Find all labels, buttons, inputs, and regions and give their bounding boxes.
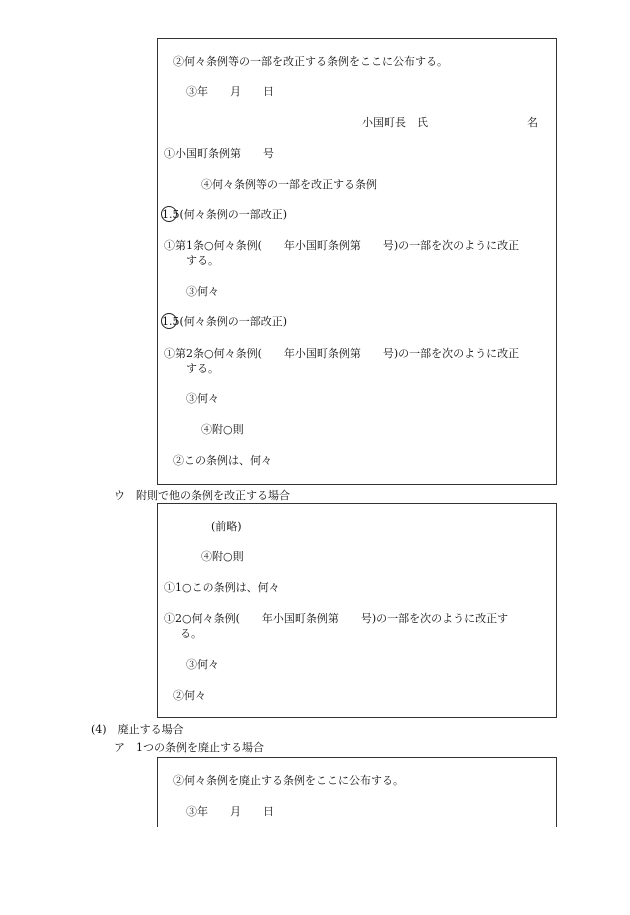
date-line: ③年 月 日: [186, 805, 274, 818]
article-1-body: ③何々: [186, 285, 219, 298]
supplementary-heading: ④附○則: [201, 550, 244, 563]
supplementary-body-2: ②何々: [173, 689, 206, 702]
supplementary-heading: ④附○則: [201, 423, 244, 436]
date-line: ③年 月 日: [186, 85, 274, 98]
mayor-name-suffix: 名: [527, 116, 538, 129]
supplementary-item-2-line-2: る。: [180, 627, 202, 640]
section-heading-a: ア 1つの条例を廃止する場合: [114, 741, 264, 754]
ordinance-number: ①小国町条例第 号: [164, 147, 274, 160]
mayor-line: 小国町長 氏: [362, 116, 428, 129]
template-box-supplementary: [157, 503, 557, 718]
article-1-line-1: ①第1条○何々条例( 年小国町条例第 号)の一部を次のように改正: [164, 239, 520, 252]
article-caption-2: 1.5(何々条例の一部改正): [162, 315, 288, 328]
supplementary-body: ②この条例は、何々: [173, 454, 272, 467]
ordinance-title: ④何々条例等の一部を改正する条例: [201, 178, 377, 191]
supplementary-item-1: ①1○この条例は、何々: [164, 581, 280, 594]
section-heading-4: (4) 廃止する場合: [91, 723, 184, 736]
supplementary-body: ③何々: [186, 658, 219, 671]
publish-line: ②何々条例等の一部を改正する条例をここに公布する。: [173, 55, 448, 68]
article-2-line-2: する。: [186, 362, 219, 375]
article-2-body: ③何々: [186, 392, 219, 405]
publish-line: ②何々条例を廃止する条例をここに公布する。: [173, 774, 404, 787]
section-heading-u: ウ 附則で他の条例を改正する場合: [114, 489, 290, 502]
article-1-line-2: する。: [186, 254, 219, 267]
omitted-note: (前略): [211, 520, 242, 533]
article-caption-1: 1.5(何々条例の一部改正): [162, 208, 288, 221]
supplementary-item-2-line-1: ①2○何々条例( 年小国町条例第 号)の一部を次のように改正す: [164, 612, 509, 625]
article-2-line-1: ①第2条○何々条例( 年小国町条例第 号)の一部を次のように改正: [164, 347, 520, 360]
